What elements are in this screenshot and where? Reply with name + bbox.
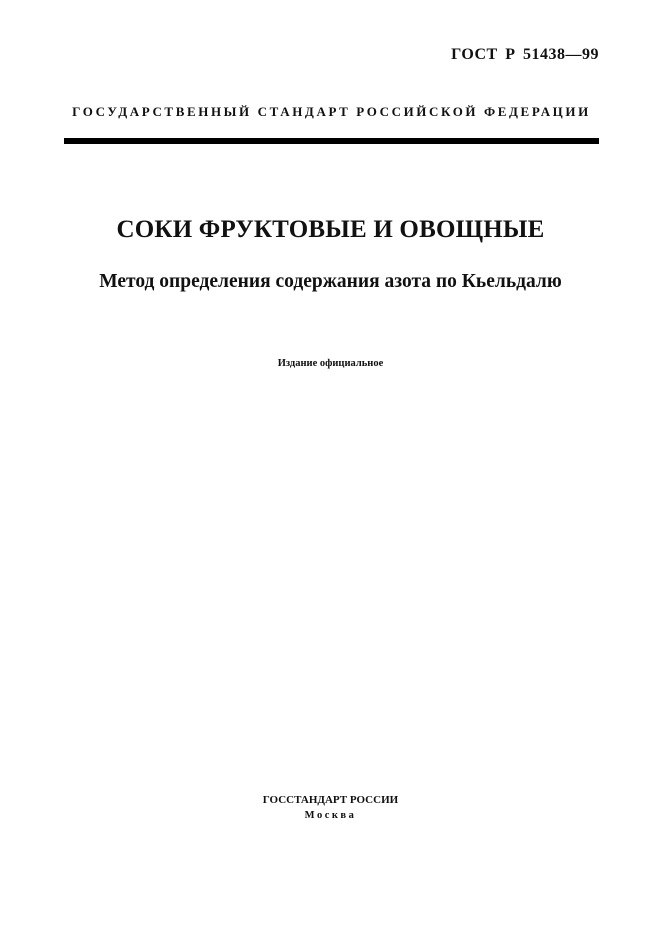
- edition-note: Издание официальное: [277, 358, 384, 369]
- publisher-name: ГОССТАНДАРТ РОССИИ: [262, 794, 399, 806]
- document-subtitle: Метод определения содержания азота по Кьельдалю: [99, 271, 562, 292]
- document-title: СОКИ ФРУКТОВЫЕ И ОВОЩНЫЕ: [116, 216, 545, 243]
- header-divider: [64, 138, 599, 144]
- standard-header: ГОСУДАРСТВЕННЫЙ СТАНДАРТ РОССИЙСКОЙ ФЕДЕРАЦИИ: [72, 104, 591, 119]
- standard-number: ГОСТ Р 51438—99: [451, 46, 599, 63]
- publisher-city: Москва: [304, 810, 357, 821]
